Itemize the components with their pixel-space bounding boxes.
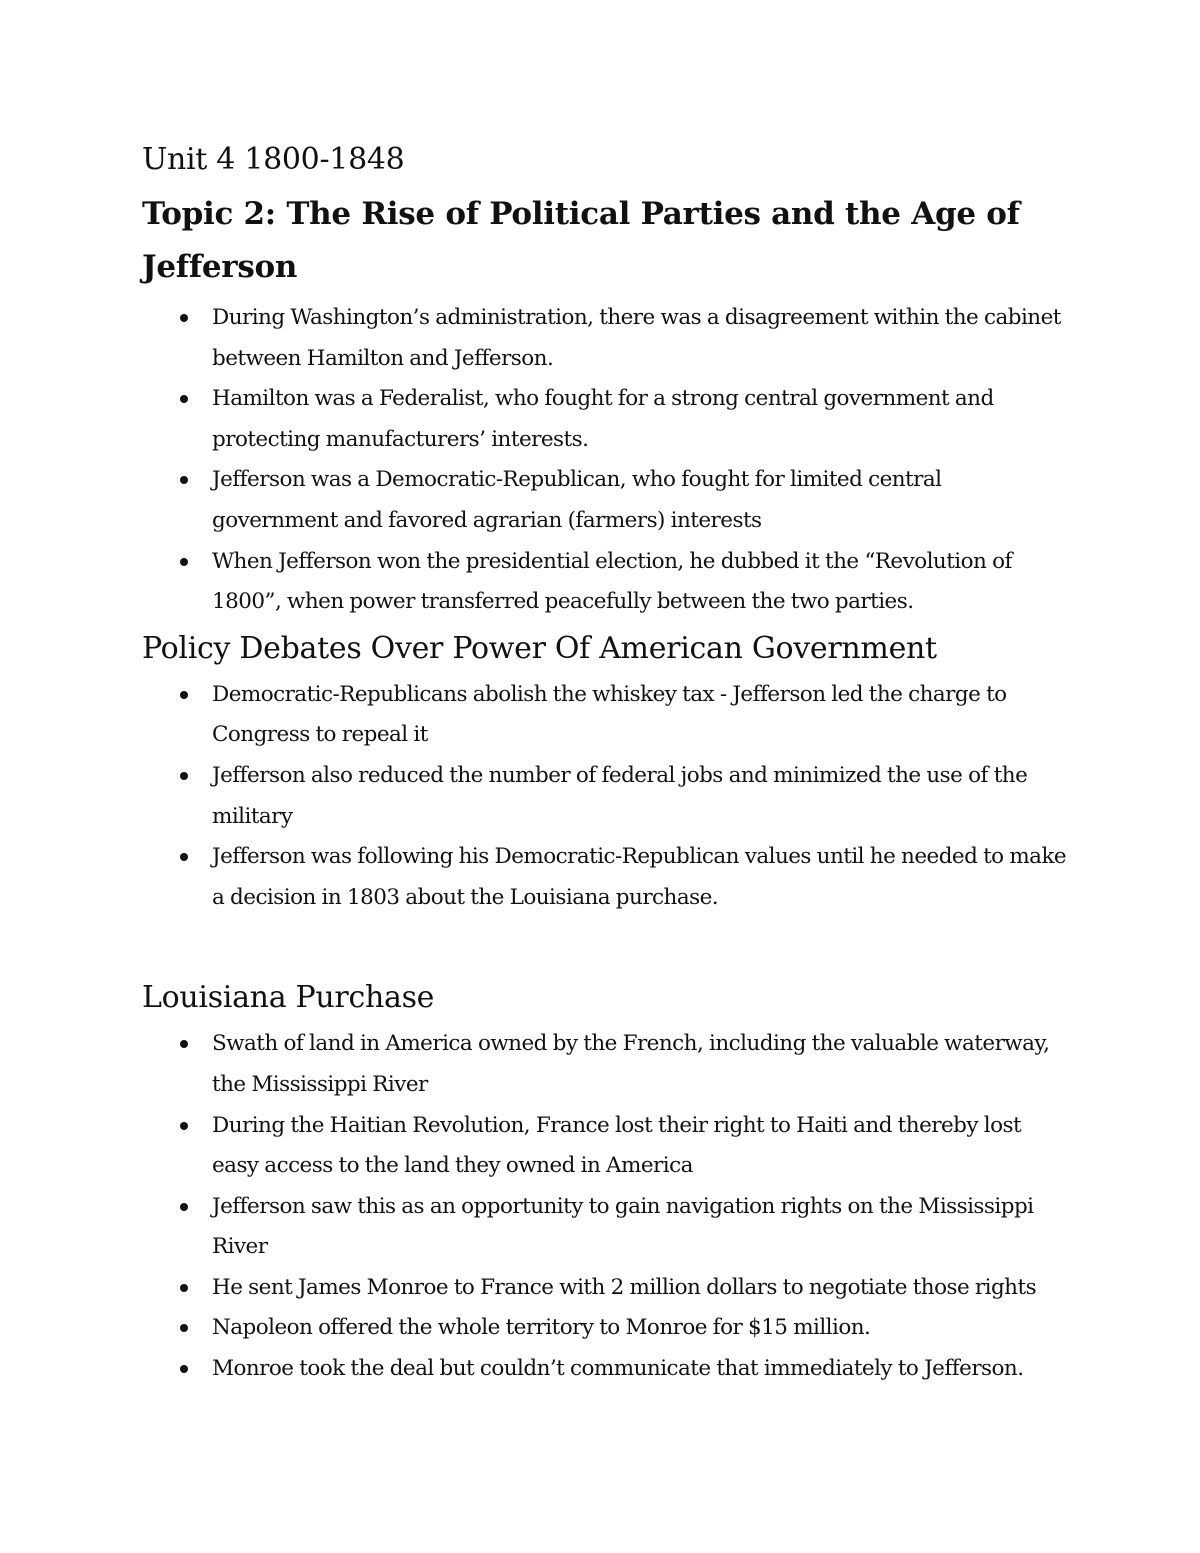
list-item-text: Jefferson was a Democratic-Republican, who fought for limited central government and favored agrarian (farmers) interests — [212, 467, 942, 533]
list-item-text: Swath of land in America owned by the French, including the valuable waterway, the Mississippi River — [212, 1031, 1050, 1097]
list-item-text: During the Haitian Revolution, France lost their right to Haiti and thereby lost easy access to the land they owned in America — [212, 1112, 1022, 1179]
list-item — [142, 1308, 1072, 1349]
list-item — [142, 1349, 1072, 1390]
bullet-icon — [180, 1284, 188, 1292]
list-item — [142, 1024, 1072, 1105]
policy-debates-bullet-list — [142, 675, 1072, 919]
bullet-icon — [180, 314, 188, 322]
list-item — [142, 460, 1072, 541]
list-item-text: Jefferson also reduced the number of federal jobs and minimized the use of the military — [212, 762, 1028, 829]
bullet-icon — [180, 1365, 188, 1373]
list-item — [142, 675, 1072, 756]
list-item-text: During Washington’s administration, there was a disagreement within the cabinet between Hamilton and Jefferson. — [212, 305, 1061, 371]
list-item — [142, 542, 1072, 623]
list-item-text: Napoleon offered the whole territory to Monroe for $15 million. — [212, 1315, 871, 1341]
bullet-icon — [180, 395, 188, 403]
list-item — [142, 298, 1072, 379]
bullet-icon — [180, 558, 188, 566]
section-heading-louisiana-purchase: Louisiana Purchase — [142, 980, 435, 1016]
list-item-text: Hamilton was a Federalist, who fought for a strong central government and protecting manufacturers’ interests. — [212, 386, 994, 452]
topic-bullet-list — [142, 298, 1072, 623]
bullet-icon — [180, 772, 188, 780]
list-item — [142, 1187, 1072, 1268]
list-item — [142, 1268, 1072, 1309]
louisiana-purchase-bullet-list — [142, 1024, 1072, 1389]
list-item-text: He sent James Monroe to France with 2 million dollars to negotiate those rights — [212, 1274, 1037, 1300]
document-body — [142, 138, 1072, 1394]
bullet-icon — [180, 1122, 188, 1130]
section-heading-policy-debates: Policy Debates Over Power Of American Government — [142, 630, 937, 666]
bullet-icon — [180, 1324, 188, 1332]
bullet-icon — [180, 476, 188, 484]
list-item-text: When Jefferson won the presidential election, he dubbed it the “Revolution of 1800”, when power transferred peacefully between the two parties. — [212, 548, 1012, 615]
list-item-text: Jefferson saw this as an opportunity to gain navigation rights on the Mississippi River — [212, 1193, 1034, 1260]
bullet-icon — [180, 1203, 188, 1211]
list-item-text: Monroe took the deal but couldn’t communicate that immediately to Jefferson. — [212, 1356, 1024, 1382]
list-item — [142, 1106, 1072, 1187]
list-item-text: Democratic-Republicans abolish the whiskey tax - Jefferson led the charge to Congress to repeal it — [212, 681, 1007, 748]
bullet-icon — [180, 1040, 188, 1048]
list-item — [142, 756, 1072, 837]
list-item — [142, 379, 1072, 460]
bullet-icon — [180, 691, 188, 699]
list-item — [142, 837, 1072, 918]
unit-title: Unit 4 1800-1848 — [142, 142, 405, 177]
list-item-text: Jefferson was following his Democratic-Republican values until he needed to make a decision in 1803 about the Louisiana purchase. — [212, 844, 1067, 910]
bullet-icon — [180, 853, 188, 861]
topic-title: Topic 2: The Rise of Political Parties and the Age of Jefferson — [142, 196, 1020, 285]
